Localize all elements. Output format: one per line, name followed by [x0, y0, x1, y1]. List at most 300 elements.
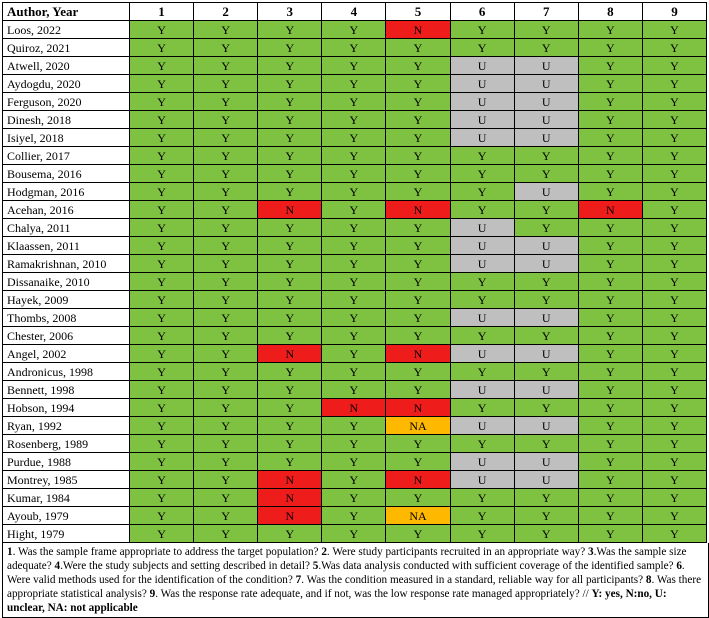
rating-cell-q7: U [514, 183, 578, 201]
rating-cell-q9: Y [642, 39, 706, 57]
table-row [3, 147, 707, 165]
rating-cell-q3: Y [258, 453, 322, 471]
table-row [3, 75, 707, 93]
rating-cell-q4: Y [322, 435, 386, 453]
rating-cell-q5: Y [386, 147, 450, 165]
table-row [3, 93, 707, 111]
rating-cell-q9: Y [642, 309, 706, 327]
legend-q6-number: 6 [676, 560, 682, 572]
rating-cell-q8: Y [578, 237, 642, 255]
rating-cell-q6: Y [450, 147, 514, 165]
rating-cell-q3: Y [258, 309, 322, 327]
rating-cell-q6: U [450, 129, 514, 147]
rating-cell-q9: Y [642, 21, 706, 39]
rating-cell-q1: Y [130, 183, 194, 201]
rating-cell-q2: Y [194, 489, 258, 507]
author-year-cell: Bousema, 2016 [3, 165, 130, 183]
author-year-cell: Thombs, 2008 [3, 309, 130, 327]
author-year-cell: Atwell, 2020 [3, 57, 130, 75]
rating-cell-q5: Y [386, 489, 450, 507]
rating-cell-q1: Y [130, 417, 194, 435]
rating-cell-q3: Y [258, 147, 322, 165]
rating-cell-q4: Y [322, 183, 386, 201]
rating-cell-q8: Y [578, 165, 642, 183]
rating-cell-q8: Y [578, 453, 642, 471]
rating-cell-q7: Y [514, 165, 578, 183]
rating-cell-q5: Y [386, 255, 450, 273]
rating-cell-q7: U [514, 453, 578, 471]
rating-cell-q9: Y [642, 219, 706, 237]
rating-cell-q3: Y [258, 183, 322, 201]
rating-cell-q9: Y [642, 327, 706, 345]
author-year-cell: Loos, 2022 [3, 21, 130, 39]
rating-cell-q7: Y [514, 147, 578, 165]
rating-cell-q7: Y [514, 39, 578, 57]
rating-cell-q4: Y [322, 75, 386, 93]
rating-cell-q2: Y [194, 381, 258, 399]
author-year-cell: Andronicus, 1998 [3, 363, 130, 381]
legend-key: Y: yes, N:no, U: unclear, NA: not applicable [7, 588, 667, 614]
author-year-cell: Hight, 1979 [3, 525, 130, 543]
rating-cell-q7: U [514, 345, 578, 363]
author-year-cell: Dissanaike, 2010 [3, 273, 130, 291]
table-row [3, 399, 707, 417]
rating-cell-q8: Y [578, 435, 642, 453]
rating-cell-q3: Y [258, 237, 322, 255]
table-row [3, 165, 707, 183]
legend-q2: . Were study participants recruited in an appropriate way? [326, 546, 588, 558]
rating-cell-q1: Y [130, 147, 194, 165]
rating-cell-q5: Y [386, 129, 450, 147]
rating-cell-q2: Y [194, 273, 258, 291]
rating-cell-q2: Y [194, 237, 258, 255]
rating-cell-q9: Y [642, 147, 706, 165]
rating-cell-q4: Y [322, 147, 386, 165]
rating-cell-q3: Y [258, 219, 322, 237]
author-year-cell: Collier, 2017 [3, 147, 130, 165]
rating-cell-q7: Y [514, 507, 578, 525]
table-row [3, 453, 707, 471]
rating-cell-q4: Y [322, 237, 386, 255]
rating-cell-q7: U [514, 129, 578, 147]
rating-cell-q1: Y [130, 93, 194, 111]
rating-cell-q6: Y [450, 363, 514, 381]
rating-cell-q8: Y [578, 399, 642, 417]
rating-cell-q3: Y [258, 129, 322, 147]
legend-q9: . Was the response rate adequate, and if not, was the low response rate managed appropriately? // [155, 588, 592, 600]
rating-cell-q4: Y [322, 273, 386, 291]
rating-cell-q9: Y [642, 111, 706, 129]
rating-cell-q4: Y [322, 309, 386, 327]
rating-cell-q1: Y [130, 237, 194, 255]
rating-cell-q4: N [322, 399, 386, 417]
author-year-cell: Montrey, 1985 [3, 471, 130, 489]
table-row [3, 327, 707, 345]
rating-cell-q4: Y [322, 255, 386, 273]
rating-cell-q6: U [450, 237, 514, 255]
table-row [3, 111, 707, 129]
rating-cell-q2: Y [194, 111, 258, 129]
rating-cell-q4: Y [322, 471, 386, 489]
author-year-cell: Dinesh, 2018 [3, 111, 130, 129]
author-year-cell: Kumar, 1984 [3, 489, 130, 507]
rating-cell-q9: Y [642, 237, 706, 255]
rating-cell-q3: Y [258, 21, 322, 39]
author-year-cell: Hodgman, 2016 [3, 183, 130, 201]
author-year-cell: Chester, 2006 [3, 327, 130, 345]
rating-cell-q1: Y [130, 507, 194, 525]
rating-cell-q2: Y [194, 345, 258, 363]
rating-cell-q5: Y [386, 453, 450, 471]
rating-cell-q4: Y [322, 489, 386, 507]
rating-cell-q5: Y [386, 57, 450, 75]
rating-cell-q1: Y [130, 327, 194, 345]
rating-cell-q9: Y [642, 471, 706, 489]
rating-cell-q2: Y [194, 291, 258, 309]
rating-cell-q8: Y [578, 255, 642, 273]
legend-q1-number: 1 [7, 546, 13, 558]
rating-cell-q3: N [258, 507, 322, 525]
rating-cell-q4: Y [322, 381, 386, 399]
rating-cell-q2: Y [194, 327, 258, 345]
rating-cell-q1: Y [130, 21, 194, 39]
rating-cell-q4: Y [322, 111, 386, 129]
rating-cell-q3: Y [258, 291, 322, 309]
rating-cell-q2: Y [194, 93, 258, 111]
rating-cell-q9: Y [642, 381, 706, 399]
rating-cell-q9: Y [642, 183, 706, 201]
rating-cell-q8: Y [578, 309, 642, 327]
rating-cell-q7: Y [514, 201, 578, 219]
rating-cell-q8: Y [578, 21, 642, 39]
rating-cell-q3: Y [258, 399, 322, 417]
rating-cell-q6: Y [450, 291, 514, 309]
rating-cell-q8: Y [578, 363, 642, 381]
rating-cell-q5: NA [386, 507, 450, 525]
header-q4: 4 [322, 3, 386, 21]
rating-cell-q7: Y [514, 273, 578, 291]
author-year-cell: Hobson, 1994 [3, 399, 130, 417]
rating-cell-q6: Y [450, 273, 514, 291]
legend-q7-number: 7 [295, 574, 302, 586]
rating-cell-q9: Y [642, 435, 706, 453]
rating-cell-q6: Y [450, 165, 514, 183]
rating-cell-q1: Y [130, 435, 194, 453]
rating-cell-q3: Y [258, 111, 322, 129]
rating-cell-q5: Y [386, 273, 450, 291]
rating-cell-q6: Y [450, 489, 514, 507]
rating-cell-q9: Y [642, 489, 706, 507]
rating-cell-q4: Y [322, 363, 386, 381]
rating-cell-q8: Y [578, 327, 642, 345]
table-row [3, 417, 707, 435]
rating-cell-q4: Y [322, 327, 386, 345]
rating-cell-q2: Y [194, 201, 258, 219]
rating-cell-q6: U [450, 255, 514, 273]
rating-cell-q9: Y [642, 129, 706, 147]
rating-cell-q8: Y [578, 39, 642, 57]
rating-cell-q4: Y [322, 507, 386, 525]
rating-cell-q1: Y [130, 39, 194, 57]
table-row [3, 201, 707, 219]
rating-cell-q3: Y [258, 273, 322, 291]
author-year-cell: Chalya, 2011 [3, 219, 130, 237]
rating-cell-q2: Y [194, 129, 258, 147]
rating-cell-q9: Y [642, 93, 706, 111]
rating-cell-q5: Y [386, 309, 450, 327]
rating-cell-q5: Y [386, 327, 450, 345]
legend-q7: . Was the condition measured in a standard, reliable way for all participants? [301, 574, 646, 586]
rating-cell-q1: Y [130, 291, 194, 309]
rating-cell-q8: Y [578, 57, 642, 75]
rating-cell-q4: Y [322, 417, 386, 435]
table-row [3, 183, 707, 201]
author-year-cell: Purdue, 1988 [3, 453, 130, 471]
table-row [3, 525, 707, 543]
rating-cell-q5: Y [386, 75, 450, 93]
rating-cell-q3: Y [258, 255, 322, 273]
header-row [3, 3, 707, 21]
rating-cell-q4: Y [322, 201, 386, 219]
rating-cell-q9: Y [642, 507, 706, 525]
rating-cell-q3: Y [258, 75, 322, 93]
table-row [3, 219, 707, 237]
rating-cell-q6: U [450, 417, 514, 435]
rating-cell-q9: Y [642, 75, 706, 93]
rating-cell-q1: Y [130, 129, 194, 147]
rating-cell-q2: Y [194, 525, 258, 543]
rating-cell-q6: Y [450, 525, 514, 543]
rating-cell-q1: Y [130, 399, 194, 417]
rating-cell-q8: Y [578, 273, 642, 291]
rating-cell-q6: U [450, 111, 514, 129]
rating-cell-q8: Y [578, 147, 642, 165]
rating-cell-q7: Y [514, 399, 578, 417]
header-q3: 3 [258, 3, 322, 21]
table-row [3, 255, 707, 273]
author-year-cell: Ferguson, 2020 [3, 93, 130, 111]
author-year-cell: Hayek, 2009 [3, 291, 130, 309]
rating-cell-q3: Y [258, 39, 322, 57]
rating-cell-q5: Y [386, 219, 450, 237]
rating-cell-q4: Y [322, 525, 386, 543]
rating-cell-q2: Y [194, 471, 258, 489]
quality-assessment-table [2, 2, 707, 543]
rating-cell-q1: Y [130, 75, 194, 93]
rating-cell-q6: Y [450, 39, 514, 57]
rating-cell-q6: U [450, 219, 514, 237]
rating-cell-q9: Y [642, 525, 706, 543]
rating-cell-q4: Y [322, 165, 386, 183]
rating-cell-q5: N [386, 345, 450, 363]
rating-cell-q2: Y [194, 21, 258, 39]
rating-cell-q8: Y [578, 345, 642, 363]
rating-cell-q4: Y [322, 21, 386, 39]
rating-cell-q7: Y [514, 219, 578, 237]
rating-cell-q3: Y [258, 165, 322, 183]
rating-cell-q5: Y [386, 93, 450, 111]
table-row [3, 39, 707, 57]
rating-cell-q7: U [514, 75, 578, 93]
rating-cell-q9: Y [642, 417, 706, 435]
rating-cell-q9: Y [642, 57, 706, 75]
rating-cell-q1: Y [130, 309, 194, 327]
rating-cell-q2: Y [194, 435, 258, 453]
rating-cell-q9: Y [642, 363, 706, 381]
table-row [3, 507, 707, 525]
header-q1: 1 [130, 3, 194, 21]
rating-cell-q8: Y [578, 525, 642, 543]
rating-cell-q4: Y [322, 291, 386, 309]
rating-cell-q9: Y [642, 201, 706, 219]
rating-cell-q8: Y [578, 489, 642, 507]
author-year-cell: Ryan, 1992 [3, 417, 130, 435]
header-author-year: Author, Year [3, 3, 130, 21]
author-year-cell: Ayoub, 1979 [3, 507, 130, 525]
rating-cell-q8: Y [578, 75, 642, 93]
header-q2: 2 [194, 3, 258, 21]
rating-cell-q5: Y [386, 291, 450, 309]
table-row [3, 309, 707, 327]
rating-cell-q1: Y [130, 165, 194, 183]
rating-cell-q7: U [514, 237, 578, 255]
header-q9: 9 [642, 3, 706, 21]
rating-cell-q9: Y [642, 273, 706, 291]
rating-cell-q7: U [514, 417, 578, 435]
rating-cell-q3: Y [258, 417, 322, 435]
rating-cell-q2: Y [194, 363, 258, 381]
rating-cell-q9: Y [642, 255, 706, 273]
rating-cell-q8: Y [578, 219, 642, 237]
table-row [3, 273, 707, 291]
legend-q1: . Was the sample frame appropriate to address the target population? [12, 546, 322, 558]
author-year-cell: Klaassen, 2011 [3, 237, 130, 255]
rating-cell-q6: Y [450, 435, 514, 453]
rating-cell-q6: U [450, 345, 514, 363]
rating-cell-q5: N [386, 21, 450, 39]
rating-cell-q1: Y [130, 489, 194, 507]
author-year-cell: Quiroz, 2021 [3, 39, 130, 57]
rating-cell-q2: Y [194, 219, 258, 237]
rating-cell-q6: U [450, 57, 514, 75]
rating-cell-q5: Y [386, 165, 450, 183]
rating-cell-q4: Y [322, 129, 386, 147]
rating-cell-q6: U [450, 75, 514, 93]
rating-cell-q8: Y [578, 471, 642, 489]
legend-q6: . Were valid methods used for the identification of the condition? [7, 560, 685, 586]
author-year-cell: Angel, 2002 [3, 345, 130, 363]
rating-cell-q7: U [514, 255, 578, 273]
rating-cell-q2: Y [194, 507, 258, 525]
table-row [3, 471, 707, 489]
header-q8: 8 [578, 3, 642, 21]
rating-cell-q2: Y [194, 417, 258, 435]
rating-cell-q3: Y [258, 525, 322, 543]
rating-cell-q7: Y [514, 291, 578, 309]
rating-cell-q8: Y [578, 111, 642, 129]
rating-cell-q4: Y [322, 453, 386, 471]
rating-cell-q5: N [386, 399, 450, 417]
rating-cell-q3: Y [258, 381, 322, 399]
rating-cell-q1: Y [130, 111, 194, 129]
table-row [3, 57, 707, 75]
rating-cell-q5: Y [386, 237, 450, 255]
rating-cell-q1: Y [130, 525, 194, 543]
rating-cell-q7: U [514, 381, 578, 399]
rating-cell-q7: Y [514, 363, 578, 381]
rating-cell-q7: Y [514, 435, 578, 453]
rating-cell-q6: Y [450, 507, 514, 525]
rating-cell-q7: U [514, 111, 578, 129]
rating-cell-q9: Y [642, 453, 706, 471]
rating-cell-q9: Y [642, 165, 706, 183]
table-row [3, 363, 707, 381]
table-row [3, 291, 707, 309]
rating-cell-q7: Y [514, 489, 578, 507]
rating-cell-q4: Y [322, 219, 386, 237]
legend-q5: .Was data analysis conducted with sufficient coverage of the identified sample? [318, 560, 677, 572]
rating-cell-q8: Y [578, 507, 642, 525]
author-year-cell: Bennett, 1998 [3, 381, 130, 399]
rating-cell-q6: U [450, 309, 514, 327]
table-body [3, 21, 707, 543]
rating-cell-q6: Y [450, 201, 514, 219]
rating-cell-q8: Y [578, 417, 642, 435]
table-row [3, 489, 707, 507]
rating-cell-q4: Y [322, 345, 386, 363]
rating-cell-q2: Y [194, 453, 258, 471]
table-row [3, 381, 707, 399]
rating-cell-q6: Y [450, 21, 514, 39]
rating-cell-q2: Y [194, 399, 258, 417]
author-year-cell: Acehan, 2016 [3, 201, 130, 219]
rating-cell-q1: Y [130, 255, 194, 273]
header-q7: 7 [514, 3, 578, 21]
rating-cell-q1: Y [130, 201, 194, 219]
table-row [3, 129, 707, 147]
legend-q8-number: 8 [645, 574, 652, 586]
rating-cell-q1: Y [130, 57, 194, 75]
rating-cell-q7: Y [514, 327, 578, 345]
legend-q8: . Was there appropriate statistical analysis? [7, 574, 702, 600]
rating-cell-q8: N [578, 201, 642, 219]
rating-cell-q5: Y [386, 381, 450, 399]
rating-cell-q4: Y [322, 57, 386, 75]
rating-cell-q5: Y [386, 363, 450, 381]
author-year-cell: Isiyel, 2018 [3, 129, 130, 147]
rating-cell-q8: Y [578, 93, 642, 111]
author-year-cell: Aydogdu, 2020 [3, 75, 130, 93]
table-row [3, 237, 707, 255]
rating-cell-q5: Y [386, 525, 450, 543]
legend-q3: .Was the sample size adequate? [7, 546, 687, 572]
rating-cell-q1: Y [130, 381, 194, 399]
legend-q5-number: 5 [312, 560, 319, 572]
rating-cell-q6: U [450, 471, 514, 489]
rating-cell-q1: Y [130, 219, 194, 237]
rating-cell-q1: Y [130, 453, 194, 471]
rating-cell-q3: Y [258, 327, 322, 345]
rating-cell-q7: U [514, 309, 578, 327]
rating-cell-q4: Y [322, 93, 386, 111]
rating-cell-q8: Y [578, 183, 642, 201]
rating-cell-q1: Y [130, 345, 194, 363]
rating-cell-q5: Y [386, 435, 450, 453]
rating-cell-q3: Y [258, 57, 322, 75]
rating-cell-q3: N [258, 201, 322, 219]
rating-cell-q7: U [514, 57, 578, 75]
rating-cell-q3: Y [258, 435, 322, 453]
